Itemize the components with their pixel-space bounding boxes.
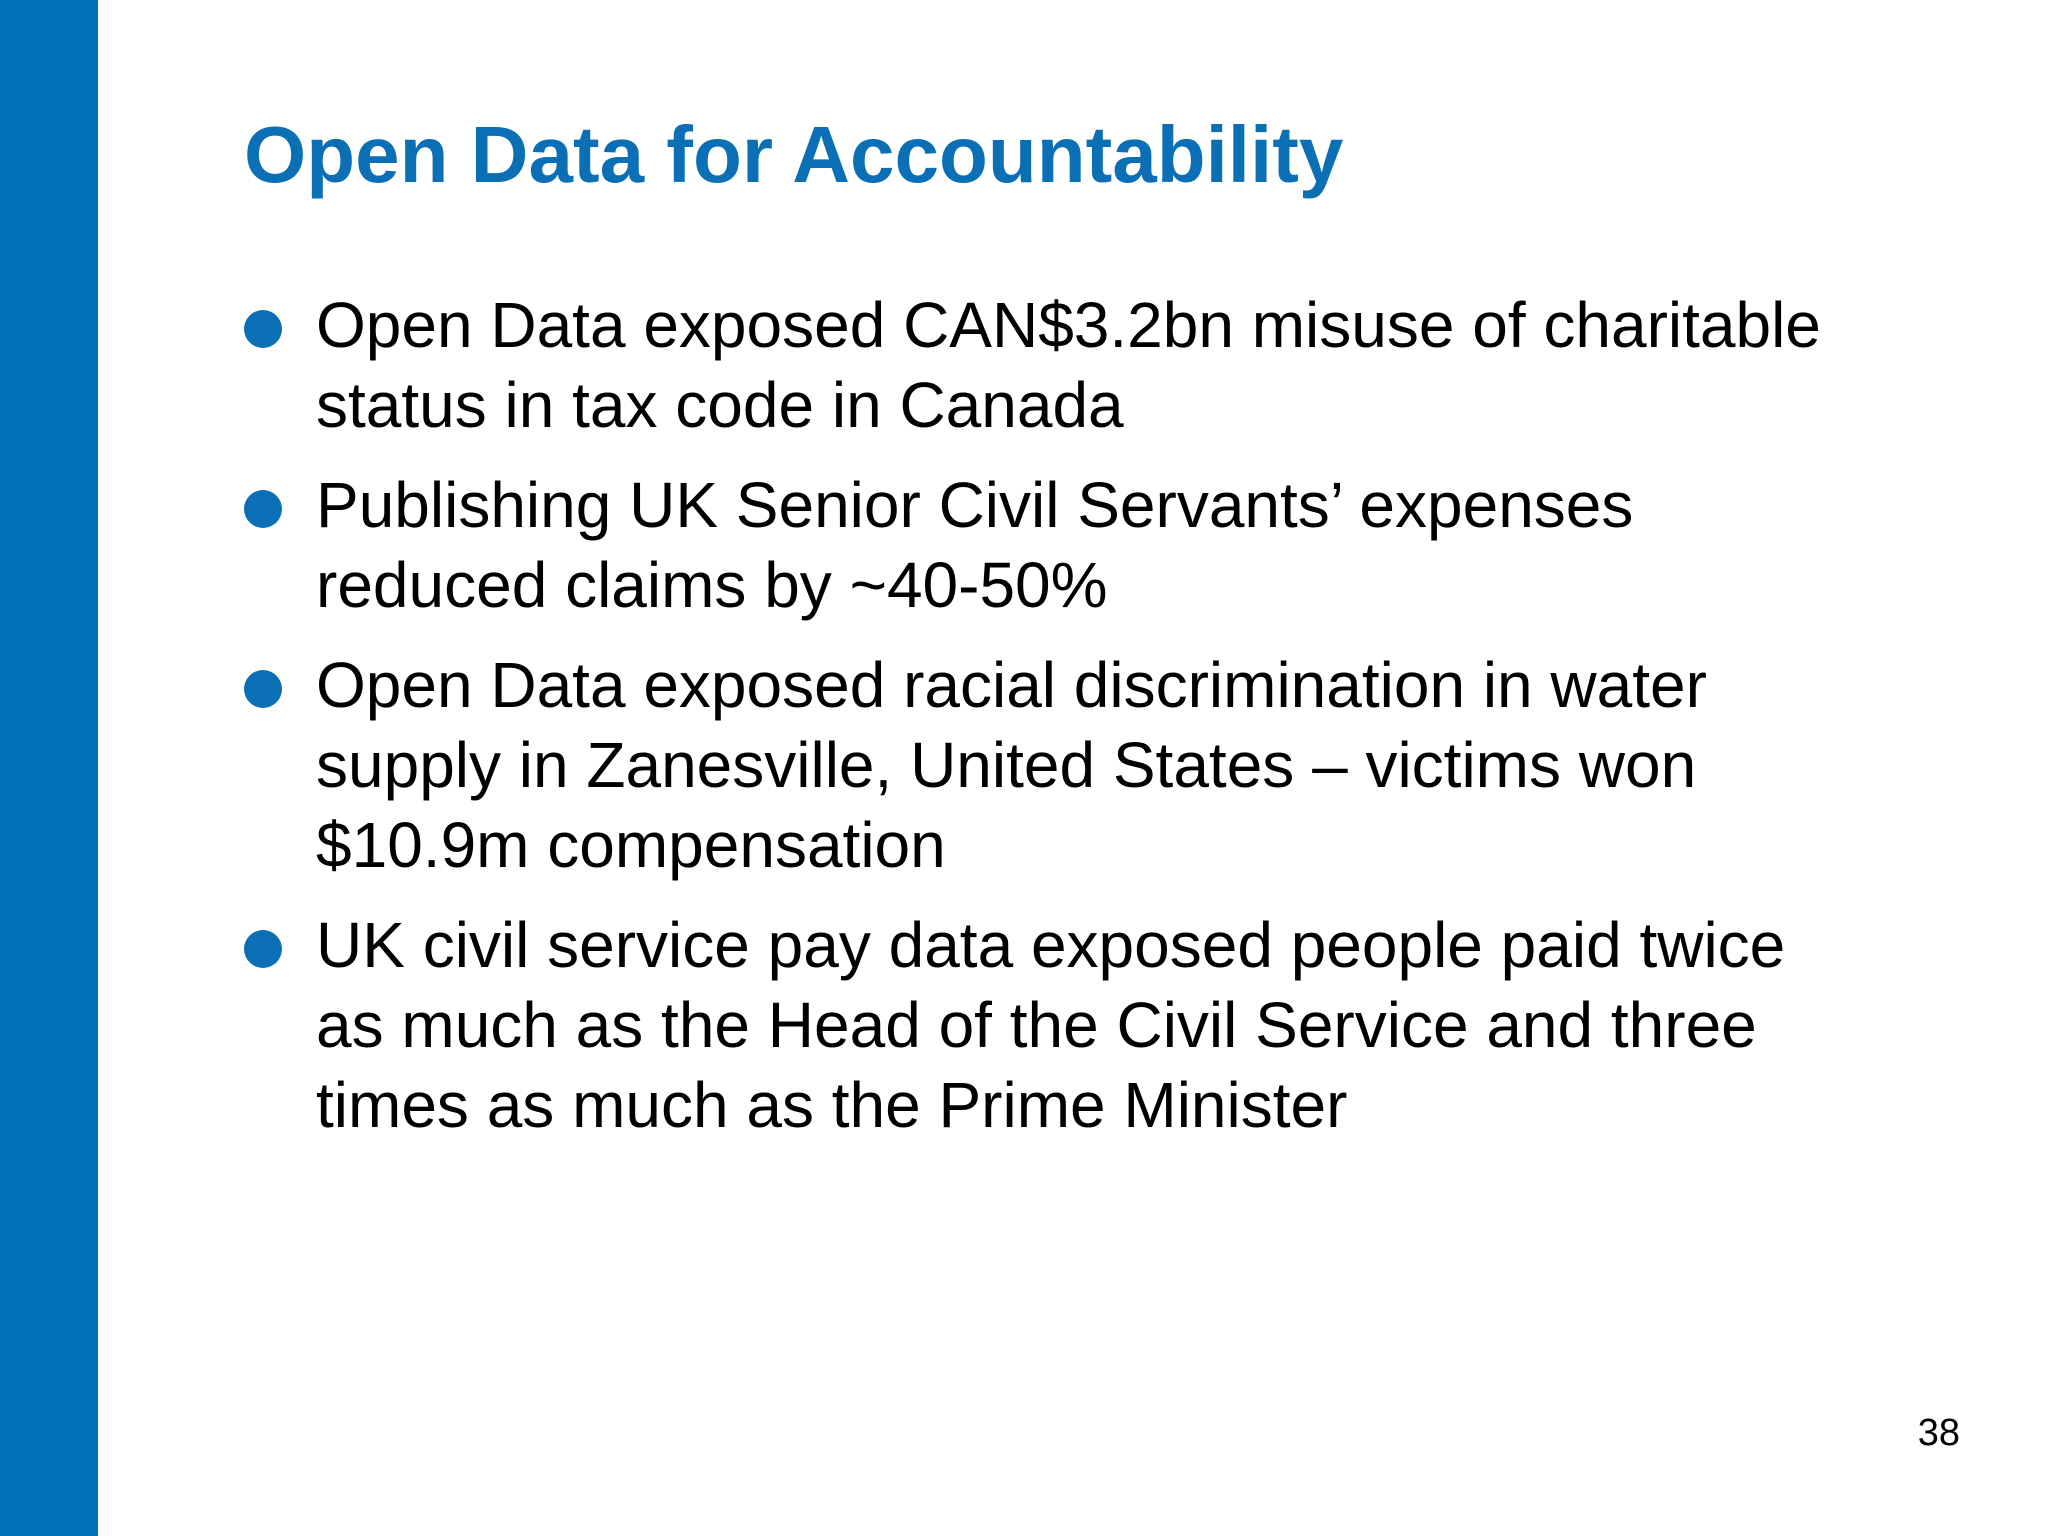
bullet-item-4 (244, 905, 1964, 1145)
bullet-item-2 (244, 465, 1964, 625)
slide-sidebar-bar (0, 0, 98, 1536)
bullet-item-3 (244, 645, 1964, 885)
bullet-text-line: reduced claims by ~40-50% (316, 549, 1108, 621)
slide-title: Open Data for Accountability (244, 110, 1344, 199)
bullet-list (244, 285, 1964, 1165)
bullet-dot-icon (244, 310, 282, 348)
bullet-text-line: Publishing UK Senior Civil Servants’ expenses (316, 469, 1634, 541)
bullet-text-line: as much as the Head of the Civil Service and three (316, 989, 1757, 1061)
bullet-text-line: Open Data exposed CAN$3.2bn misuse of charitable (316, 289, 1821, 361)
bullet-dot-icon (244, 670, 282, 708)
bullet-text-line: UK civil service pay data exposed people paid twice (316, 909, 1786, 981)
bullet-dot-icon (244, 490, 282, 528)
bullet-text-line: $10.9m compensation (316, 809, 946, 881)
bullet-text-line: status in tax code in Canada (316, 369, 1124, 441)
bullet-dot-icon (244, 930, 282, 968)
bullet-text-line: Open Data exposed racial discrimination in water (316, 649, 1707, 721)
bullet-text-line: supply in Zanesville, United States – victims won (316, 729, 1697, 801)
bullet-item-1 (244, 285, 1964, 445)
page-number: 38 (1917, 1412, 1960, 1454)
bullet-text-line: times as much as the Prime Minister (316, 1069, 1348, 1141)
